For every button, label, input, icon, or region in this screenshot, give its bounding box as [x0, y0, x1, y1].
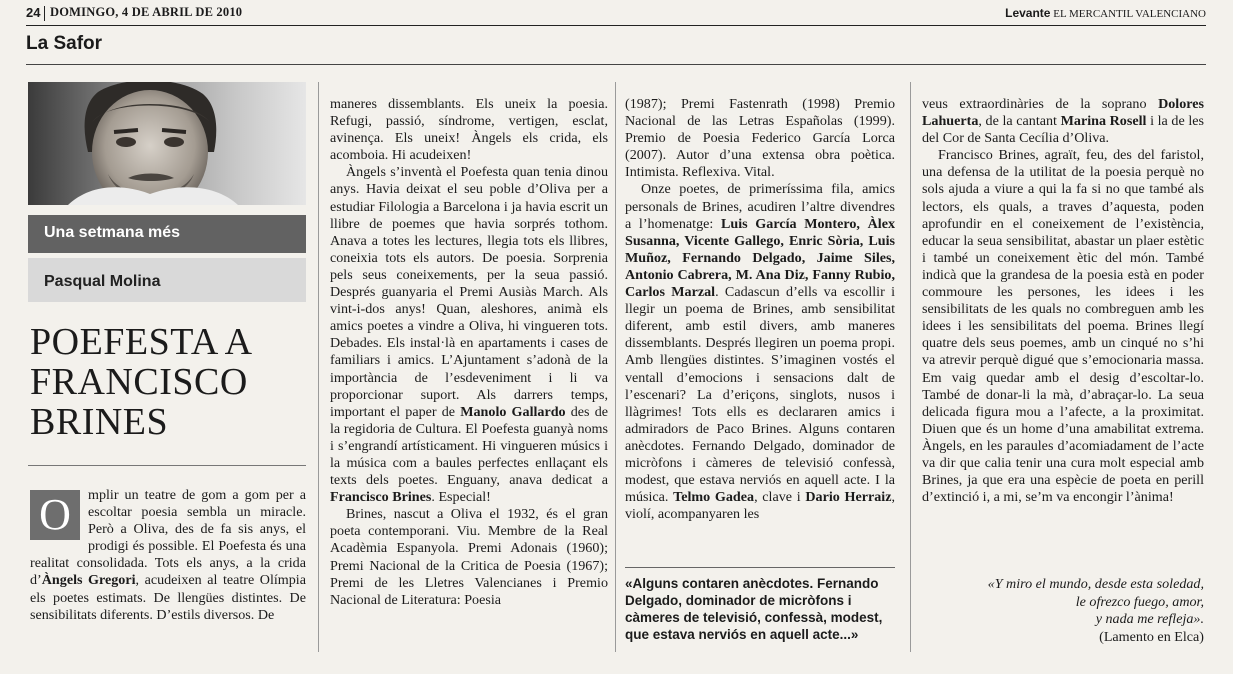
column-title: Una setmana més	[44, 224, 181, 241]
headline-rule	[28, 465, 306, 466]
text-run: , de la cantant	[978, 113, 1061, 130]
paragraph	[30, 487, 306, 624]
paragraph: Francisco Brines, agraït, feu, des del faristol, una defensa de la utilitat de la poesia perquè no sols ajuda a viure a qui la fa si no que també als lectors, els quals, a traves d’aquesta, poden aprofundir en el coneixement de l’existència, educar la seua sensibilitat, abastar un plaer estètic i també un coneixement ètic del món. També indicà que la grandesa de la poesia està en poder commoure les persones, les idees i les sensibilitats de les quals no combreguen amb les idees i les sensibilitats del poema. Brines llegí quatre dels seus poemes, amb un cinqué no s’hi va atrevir perquè digué que s’emocionaria massa. Em vaig quedar amb el desig d’escoltar-lo. També de donar-li la mà, d’abraçar-lo. La seua delicada figura mou a l’afecte, a la proximitat. Diuen que és un home d’una amabilitat extrema. Àngels, en les paraules d’acomiadament de l’acte va dir que calia tenir una cura molt especial amb Brines, ja que era una espècie de poeta en perill d’extinció i, a mi, se’m va encongir l’ànima!	[922, 147, 1204, 506]
bold-name: Marina Rosell	[1060, 113, 1147, 130]
article-headline	[30, 322, 310, 442]
pull-quote: «Alguns contaren anècdotes. Fernando Delgado, dominador de micròfons i càmeres de televisió, confessà, modest, que estava nerviós en aquell acte...»	[625, 576, 883, 642]
column-divider	[615, 82, 616, 652]
text-run: i la de les del Cor de Santa Cecília d’Oliva.	[922, 113, 1205, 147]
page-number: 24	[26, 5, 41, 20]
text-run: , acudeixen al teatre Olímpia els poetes estimats. De llengües distintes. De sensibilitats diferents. D’estils diversos. De	[30, 572, 306, 623]
page-header	[26, 5, 1206, 26]
column-divider	[910, 82, 911, 652]
column-divider	[318, 82, 319, 652]
headline-line: POEFESTA A	[30, 321, 253, 363]
verse-line: le ofrezco fuego, amor,	[1075, 593, 1204, 610]
masthead-name: EL MERCANTIL VALENCIANO	[1053, 8, 1206, 20]
paragraph	[922, 96, 1204, 147]
text-run: mplir un teatre de gom a gom per a escoltar poesia sembla un miracle. Però a Oliva, des de fa sis anys, el prodigi és possible. El Poefesta és una realitat consolidada. Tots els anys, a la crida d’	[30, 487, 306, 589]
text-run: des de la regidoria de Cultura. El Poefesta guanyà noms i s’engrandí artísticament. Hi vingueren músics i la música com a baules perfectes enllaçant els texts dels poetes. Enguany, anava dedicat a	[330, 403, 608, 489]
bold-name: Àngels Gregori	[41, 572, 136, 589]
text-run: , violí, acompanyaren les	[625, 489, 895, 523]
masthead-brand: Levante	[1005, 6, 1051, 20]
verse-line: y nada me refleja».	[1095, 611, 1204, 627]
article-column-2	[330, 96, 608, 609]
verse-line: «Y miro el mundo, desde esta soledad,	[987, 576, 1204, 592]
text-run: Onze poetes, de primeríssima fila, amics personals de Brines, acudiren l’altre divendres a l’homenatge:	[625, 181, 895, 232]
verse-quote	[922, 576, 1204, 646]
author-band	[28, 258, 306, 302]
bold-name: Dario Herraiz	[805, 489, 892, 506]
section-title: La Safor	[26, 33, 103, 54]
text-run: . Cadascun d’ells va escollir i llegir un poema de Brines, amb sensibilitat diferent, amb estil divers, amb maneres dissemblants. Després llegiren un poema propi. Amb llengües distintes. S’imaginen vostés el ventall d’emocions i sensacions dalt de l’escenari? La d’eriçons, singlots, nusos i llàgrimes! Tots ells es declararen amics i admiradors de Paco Brines. Alguns contaren anècdotes. Fernando Delgado, dominador de micròfons i càmeres de televisió confessà, modest, que estava nerviós en aquell acte. I la música.	[625, 284, 895, 506]
author-portrait-image	[28, 82, 306, 205]
paragraph: (1987); Premi Fastenrath (1998) Premio Nacional de las Letras Españolas (1999). Premio de Poesia Federico García Lorca (2007). Autor d’una extensa obra poètica. Intimista. Reflexiva. Vital.	[625, 96, 895, 181]
bold-name: Francisco Brines	[330, 489, 432, 506]
text-run: . Especial!	[431, 489, 491, 506]
column-title-band	[28, 215, 306, 253]
bold-name: Manolo Gallardo	[460, 403, 566, 420]
section-rule	[26, 64, 1206, 65]
bold-name: Dolores Lahuerta	[922, 96, 1204, 130]
text-run: veus extraordinàries de la soprano	[922, 96, 1159, 112]
article-column-3	[625, 96, 895, 523]
bold-names: Luis García Montero, Àlex Susanna, Vicente Gallego, Enric Sòria, Luis Muñoz, Fernando Delgado, Jaime Siles, Antonio Cabrera, M. Ana Diz, Fanny Rubio, Carlos Marzal	[625, 215, 895, 301]
pull-quote-rule	[625, 567, 895, 568]
drop-cap: O	[30, 490, 80, 540]
bold-name: Telmo Gadea	[673, 489, 755, 506]
headline-line: BRINES	[30, 401, 169, 443]
issue-date: DOMINGO, 4 DE ABRIL DE 2010	[50, 5, 243, 19]
verse-source: (Lamento en Elca)	[1099, 628, 1204, 645]
text-run: Àngels s’inventà el Poefesta quan tenia dinou anys. Havia deixat el seu poble d’Oliva per a estudiar Filologia a Barcelona i ja havia escrit un llibre de poemes que havia sorprés tothom. Anava a totes les lectures, llegia tots els llibres, coneixia tots els autors. De poesia. Sorprenia pels seus coneixements, per la seua passió. Després guanyaria el Premi Ausiàs March. Als vint-i-dos anys! Quan, aleshores, animà els amics poetes a vindre a Oliva, hi vingueren tots. Debades. Els instal·là en apartaments i cases de familiars i amics. L’Ajuntament s’adonà de la importància de l’esdeveniment i li va proporcionar suport. Als darrers temps, important el paper de	[330, 164, 608, 420]
masthead	[1005, 6, 1206, 20]
author-name: Pasqual Molina	[44, 273, 161, 290]
paragraph: maneres dissemblants. Els uneix la poesia. Refugi, passió, síndrome, vertigen, esclat, avinença. Els uneix! Àngels els crida, els acomboia. Hi acudeixen!	[330, 96, 608, 164]
paragraph	[330, 164, 608, 506]
article-column-1	[30, 487, 306, 624]
paragraph: Brines, nascut a Oliva el 1932, és el gran poeta contemporani. Viu. Membre de la Real Acadèmia Espanyola. Premi Adonais (1960); Premi Nacional de la Critica de Poesia (1967); Premi de les Lletres Valencianes i Premio Nacional de Literatura: Poesia	[330, 506, 608, 608]
header-divider	[44, 6, 45, 21]
paragraph	[625, 181, 895, 523]
headline-line: FRANCISCO	[30, 361, 248, 403]
article-column-4	[922, 96, 1204, 506]
author-photo	[28, 82, 306, 205]
text-run: , clave i	[754, 489, 806, 506]
